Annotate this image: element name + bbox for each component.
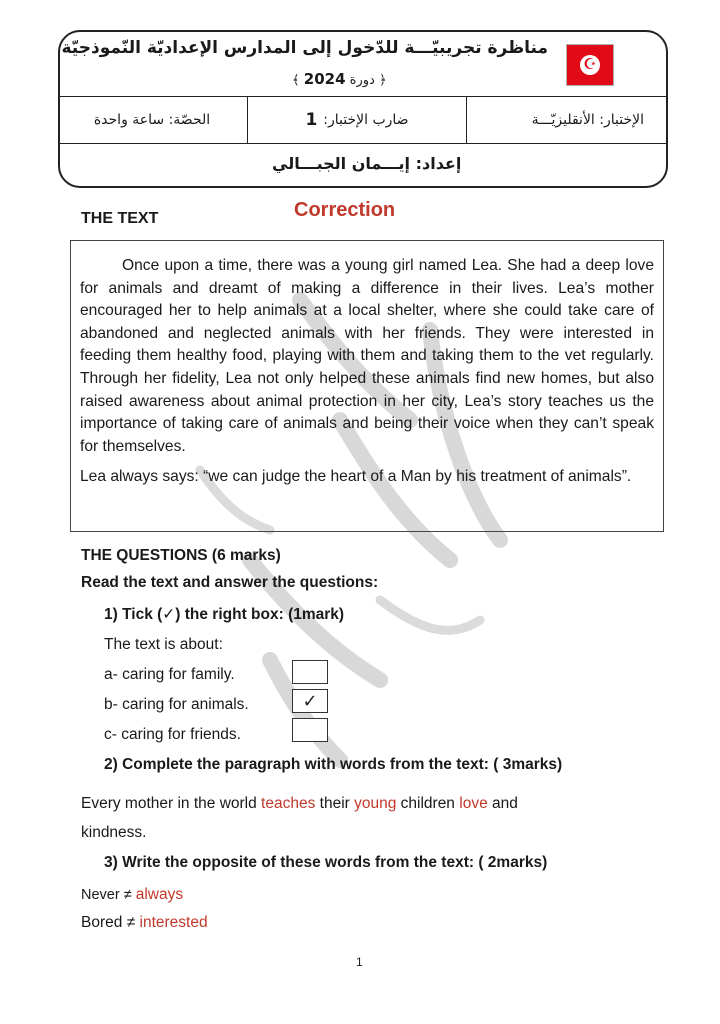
q2-text-2: their: [315, 795, 355, 812]
q2-text-4: and: [487, 795, 518, 812]
question-3-title: 3) Write the opposite of these words from the text: ( 2marks): [104, 854, 548, 871]
opposite-answer-interested: interested: [139, 914, 208, 931]
q2-answer-teaches: teaches: [261, 795, 316, 812]
exam-session: [292, 70, 387, 88]
q2-answer-love: love: [459, 795, 488, 812]
questions-heading: THE QUESTIONS (6 marks): [81, 547, 281, 564]
session-label: دورة: [349, 73, 375, 88]
q2-text-1: Every mother in the world: [81, 795, 262, 812]
opposite-answer-always: always: [135, 886, 184, 903]
session-year: 2024: [303, 70, 346, 88]
header-top-row: [60, 32, 666, 96]
header-info-row: [60, 96, 666, 144]
coefficient-label: ضارب الإختبار:: [323, 112, 409, 128]
question-1-title: 1) Tick (✓) the right box: (1mark): [104, 606, 345, 623]
option-b-checkbox[interactable]: [292, 689, 328, 713]
question-1-stem: The text is about:: [104, 636, 223, 653]
question-2-title: 2) Complete the paragraph with words from the text: ( 3marks): [104, 756, 563, 773]
questions-instruction: Read the text and answer the questions:: [81, 574, 379, 591]
session-ornament-left: ﴾: [292, 73, 300, 88]
coefficient-value: 1: [305, 110, 318, 130]
correction-label: Correction: [294, 199, 396, 221]
exam-duration: الحصّة: ساعة واحدة: [93, 112, 211, 128]
option-c-checkbox[interactable]: [292, 718, 328, 742]
opposite-pair-2: [81, 914, 208, 932]
not-equal-symbol: ≠: [123, 887, 132, 903]
question-2-answer-line-2: kindness.: [81, 824, 147, 841]
not-equal-symbol: ≠: [126, 914, 136, 931]
exam-header: [58, 30, 668, 188]
flag-crescent-icon: ☪: [580, 55, 600, 75]
exam-coefficient: [247, 97, 466, 143]
page-number: 1: [356, 955, 363, 969]
exam-subject: الإختبار: الأنقليزيّـــة: [466, 97, 666, 143]
text-section-label: THE TEXT: [81, 210, 159, 227]
exam-author: إعداد: إيـــمان الجبـــالي: [272, 154, 462, 173]
check-mark-icon: ✓: [302, 690, 318, 711]
option-a-label: a- caring for family.: [104, 666, 235, 683]
question-2-answer-line: [81, 795, 518, 813]
opposite-word-bored: Bored: [81, 914, 123, 931]
session-ornament-right: ﴿: [374, 73, 387, 88]
exam-title: مناظرة تجريبيّـــة للدّخول إلى المدارس الإعداديّة النّموذجيّة: [61, 38, 548, 58]
reading-text-box: [70, 240, 664, 532]
reading-paragraph-2: Lea always says: “we can judge the heart of a Man by his treatment of animals”.: [80, 468, 632, 486]
q2-text-3: children: [396, 795, 460, 812]
q2-answer-young: young: [354, 795, 397, 812]
option-c-label: c- caring for friends.: [104, 726, 241, 743]
option-b-label: b- caring for animals.: [104, 696, 249, 713]
opposite-pair-1: [81, 886, 183, 904]
header-author-row: [60, 142, 666, 188]
reading-paragraph-1: Once upon a time, there was a young girl named Lea. She had a deep love for animals and dreamt of making a difference in their lives. Lea’s mother encouraged her to help animals at a local shelter, where she could take care of abandoned and neglected animals with her friends. They were interested in feeding them healthy food, playing with them and taking them to the vet regularly. Through her fidelity, Lea not only helped these animals find new homes, but also raised awareness about animal protection in her city, Lea’s story teaches us the importance of taking care of animals and being their voice when they can’t speak for themselves.: [80, 257, 654, 455]
option-a-checkbox[interactable]: [292, 660, 328, 684]
tunisia-flag-icon: [566, 44, 614, 86]
opposite-word-never: Never: [81, 887, 120, 903]
